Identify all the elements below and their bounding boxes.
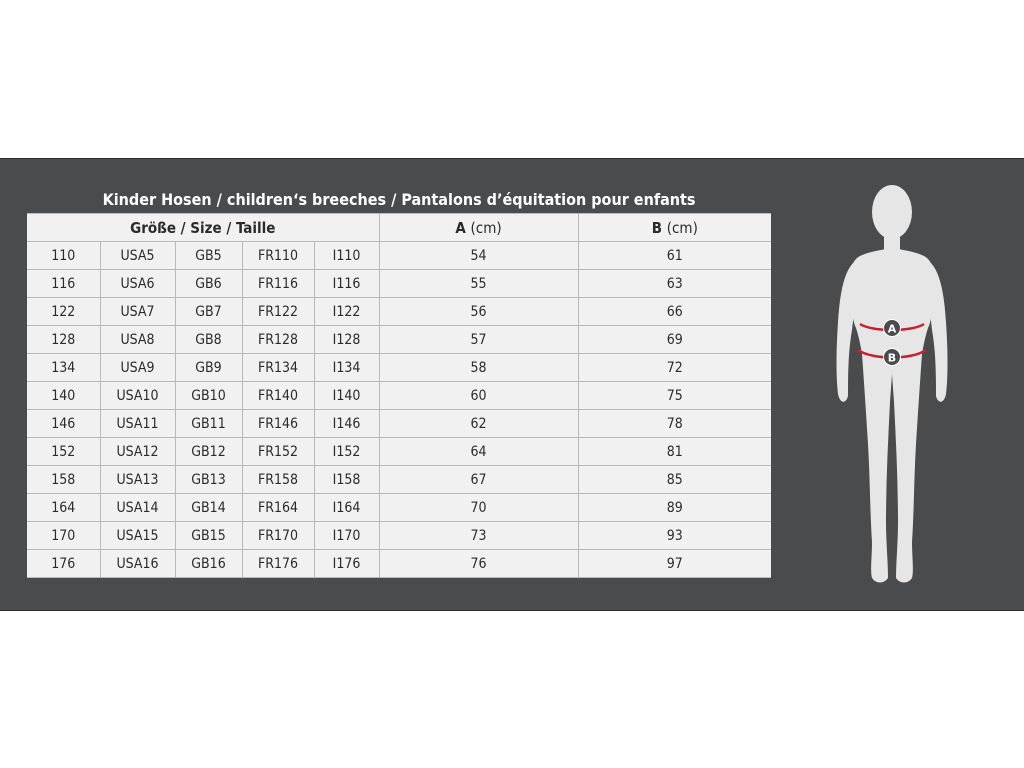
measure-b-cell: 93 [578, 522, 771, 550]
size-chart-body [27, 242, 771, 578]
size-cm-cell: 170 [27, 522, 100, 550]
size-usa-cell: USA11 [100, 410, 175, 438]
table-row [27, 410, 771, 438]
size-gb-cell: GB15 [175, 522, 242, 550]
measure-a-cell: 54 [379, 242, 578, 270]
size-gb-cell: GB11 [175, 410, 242, 438]
measure-b-cell: 63 [578, 270, 771, 298]
table-row [27, 438, 771, 466]
size-it-cell: I146 [314, 410, 379, 438]
measure-a-cell: 73 [379, 522, 578, 550]
table-row [27, 522, 771, 550]
size-it-cell: I170 [314, 522, 379, 550]
size-usa-cell: USA6 [100, 270, 175, 298]
size-fr-cell: FR170 [242, 522, 314, 550]
size-usa-cell: USA15 [100, 522, 175, 550]
b-header-unit: (cm) [666, 218, 698, 237]
size-chart-table [27, 185, 771, 578]
a-header-unit: (cm) [470, 218, 502, 237]
size-cm-cell: 164 [27, 494, 100, 522]
measure-a-cell: 58 [379, 354, 578, 382]
marker-b-badge [884, 349, 901, 366]
size-fr-cell: FR122 [242, 298, 314, 326]
table-row [27, 354, 771, 382]
size-it-cell: I176 [314, 550, 379, 578]
measure-b-cell: 81 [578, 438, 771, 466]
measure-a-cell: 57 [379, 326, 578, 354]
size-cm-cell: 128 [27, 326, 100, 354]
table-header-row [27, 214, 771, 242]
size-column-header: Größe / Size / Taille [27, 214, 379, 242]
size-it-cell: I152 [314, 438, 379, 466]
size-cm-cell: 116 [27, 270, 100, 298]
measure-b-cell: 66 [578, 298, 771, 326]
measure-a-cell: 67 [379, 466, 578, 494]
a-header-label: A [455, 218, 466, 237]
body-silhouette [837, 185, 948, 583]
size-cm-cell: 158 [27, 466, 100, 494]
body-measurement-figure [828, 182, 958, 592]
measure-a-cell: 70 [379, 494, 578, 522]
size-cm-cell: 134 [27, 354, 100, 382]
a-column-header [379, 214, 578, 242]
b-column-header [578, 214, 771, 242]
size-fr-cell: FR158 [242, 466, 314, 494]
size-fr-cell: FR176 [242, 550, 314, 578]
size-fr-cell: FR140 [242, 382, 314, 410]
measure-a-cell: 62 [379, 410, 578, 438]
figure-right-arm [926, 262, 948, 402]
measure-a-cell: 55 [379, 270, 578, 298]
size-usa-cell: USA13 [100, 466, 175, 494]
measure-b-cell: 69 [578, 326, 771, 354]
size-it-cell: I122 [314, 298, 379, 326]
size-gb-cell: GB7 [175, 298, 242, 326]
marker-a-label: A [887, 322, 897, 336]
size-gb-cell: GB12 [175, 438, 242, 466]
figure-head [872, 185, 912, 239]
size-usa-cell: USA16 [100, 550, 175, 578]
size-it-cell: I134 [314, 354, 379, 382]
marker-a-badge [884, 320, 901, 337]
table-title-row [27, 185, 771, 214]
size-cm-cell: 146 [27, 410, 100, 438]
size-fr-cell: FR134 [242, 354, 314, 382]
size-gb-cell: GB5 [175, 242, 242, 270]
size-gb-cell: GB13 [175, 466, 242, 494]
size-cm-cell: 140 [27, 382, 100, 410]
size-it-cell: I158 [314, 466, 379, 494]
size-fr-cell: FR164 [242, 494, 314, 522]
size-gb-cell: GB8 [175, 326, 242, 354]
measure-b-cell: 97 [578, 550, 771, 578]
table-row [27, 242, 771, 270]
b-header-label: B [651, 218, 663, 237]
measure-a-cell: 64 [379, 438, 578, 466]
size-fr-cell: FR146 [242, 410, 314, 438]
size-cm-cell: 176 [27, 550, 100, 578]
measure-b-cell: 61 [578, 242, 771, 270]
measure-b-cell: 89 [578, 494, 771, 522]
table-title: Kinder Hosen / children‘s breeches / Pantalons d’équitation pour enfants [27, 185, 771, 214]
size-it-cell: I128 [314, 326, 379, 354]
size-gb-cell: GB6 [175, 270, 242, 298]
size-usa-cell: USA8 [100, 326, 175, 354]
size-cm-cell: 122 [27, 298, 100, 326]
size-usa-cell: USA12 [100, 438, 175, 466]
measure-b-cell: 85 [578, 466, 771, 494]
size-it-cell: I110 [314, 242, 379, 270]
measure-a-cell: 76 [379, 550, 578, 578]
table-row [27, 466, 771, 494]
size-it-cell: I164 [314, 494, 379, 522]
measure-b-cell: 72 [578, 354, 771, 382]
figure-left-arm [837, 262, 859, 402]
size-fr-cell: FR110 [242, 242, 314, 270]
table-row [27, 298, 771, 326]
size-usa-cell: USA7 [100, 298, 175, 326]
table-row [27, 326, 771, 354]
size-fr-cell: FR116 [242, 270, 314, 298]
size-usa-cell: USA14 [100, 494, 175, 522]
size-gb-cell: GB14 [175, 494, 242, 522]
size-gb-cell: GB9 [175, 354, 242, 382]
table-row [27, 382, 771, 410]
figure-body [850, 248, 934, 583]
marker-b-label: B [887, 351, 897, 365]
size-it-cell: I116 [314, 270, 379, 298]
table-row [27, 494, 771, 522]
measure-b-cell: 78 [578, 410, 771, 438]
table-row [27, 270, 771, 298]
size-usa-cell: USA9 [100, 354, 175, 382]
size-gb-cell: GB16 [175, 550, 242, 578]
size-fr-cell: FR152 [242, 438, 314, 466]
measure-a-cell: 60 [379, 382, 578, 410]
size-fr-cell: FR128 [242, 326, 314, 354]
size-cm-cell: 152 [27, 438, 100, 466]
size-usa-cell: USA10 [100, 382, 175, 410]
size-gb-cell: GB10 [175, 382, 242, 410]
table-row [27, 550, 771, 578]
measure-b-cell: 75 [578, 382, 771, 410]
size-cm-cell: 110 [27, 242, 100, 270]
size-it-cell: I140 [314, 382, 379, 410]
measure-a-cell: 56 [379, 298, 578, 326]
size-usa-cell: USA5 [100, 242, 175, 270]
